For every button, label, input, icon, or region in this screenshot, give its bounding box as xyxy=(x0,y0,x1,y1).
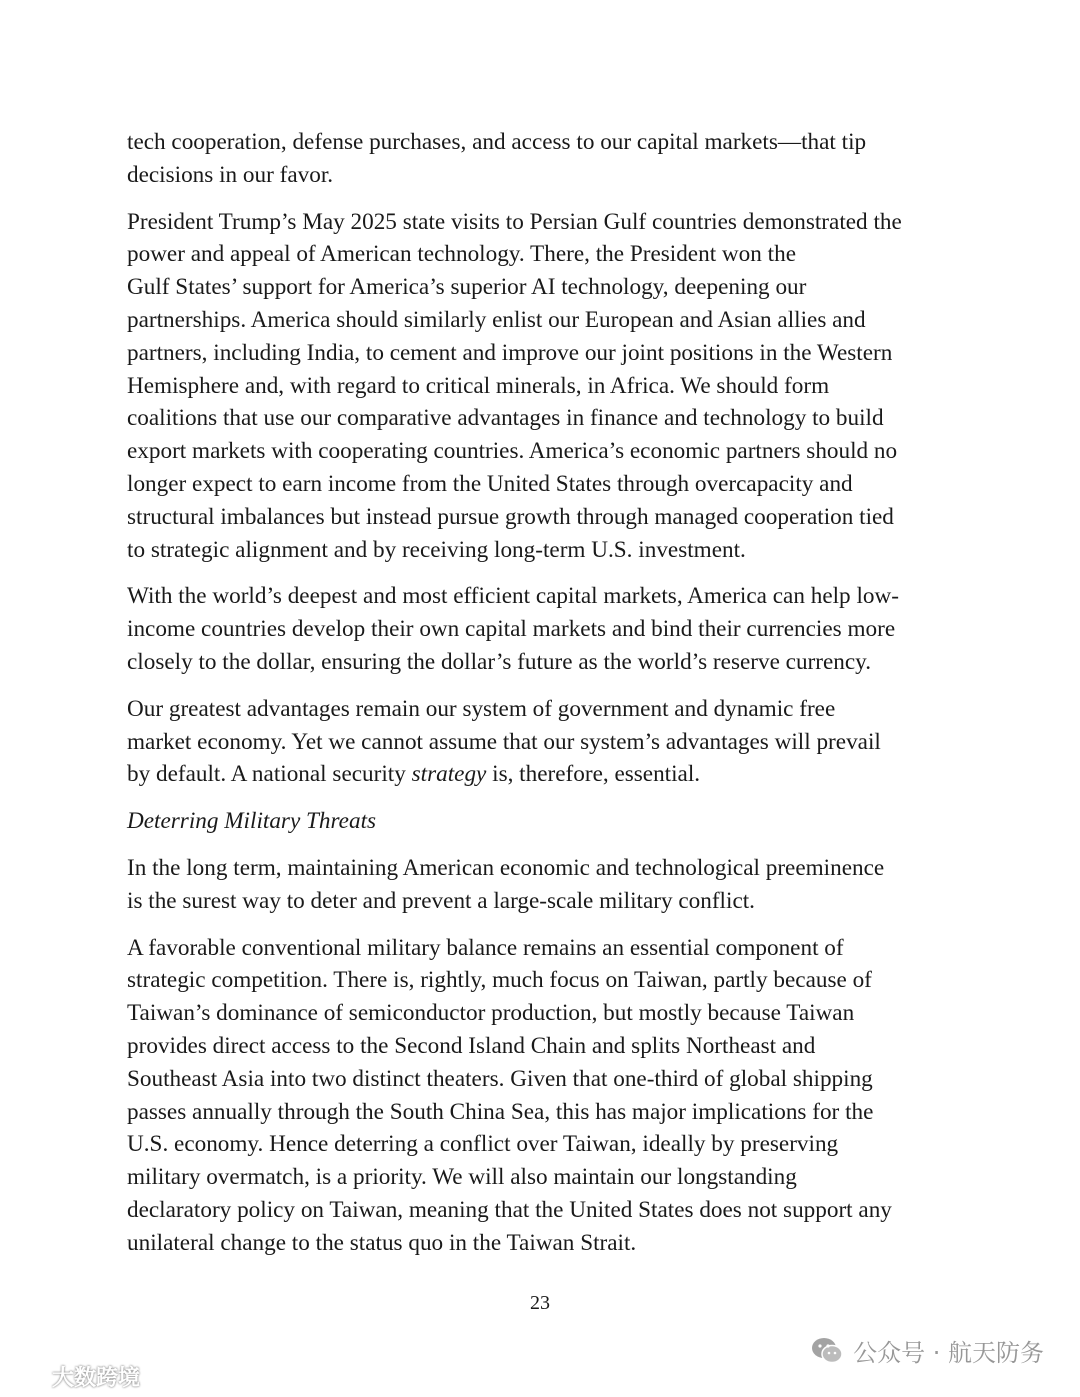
paragraph-4-text-before: Our greatest advantages remain our system of government and dynamic free market economy. Yet we cannot assume that our system’s advantages will prevail by default. A national security xyxy=(127,695,881,788)
paragraph-4 xyxy=(127,693,962,791)
paragraph-2: President Trump’s May 2025 state visits to Persian Gulf countries demonstrated the power and appeal of American technology. There, the President won the Gulf States’ support for America’s superior AI technology, deepening our partnerships. America should similarly enlist our European and Asian allies and partners, including India, to cement and improve our joint positions in the Western Hemisphere and, with regard to critical minerals, in Africa. We should form coalitions that use our comparative advantages in finance and technology to build export markets with cooperating countries. America’s economic partners should no longer expect to earn income from the United States through overcapacity and structural imbalances but instead pursue growth through managed cooperation tied to strategic alignment and by receiving long-term U.S. investment. xyxy=(127,208,902,563)
paragraph-1: tech cooperation, defense purchases, and access to our capital markets—that tip decisions in our favor. xyxy=(127,129,867,188)
paragraph-3: With the world’s deepest and most efficient capital markets, America can help low- income countries develop their own capital markets and bind their currencies more closely to the dollar, ensuring the dollar’s future as the world’s reserve currency. xyxy=(127,583,899,675)
paragraph-6: A favorable conventional military balance remains an essential component of strategic competition. There is, rightly, much focus on Taiwan, partly because of Taiwan’s dominance of semiconductor production, but mostly because Taiwan provides direct access to the Second Island Chain and splits Northeast and Southeast Asia into two distinct theaters. Given that one-third of global shipping passes annually through the South China Sea, this has major implications for the U.S. economy. Hence deterring a conflict over Taiwan, ideally by preserving military overmatch, is a priority. We will also maintain our longstanding declaratory policy on Taiwan, meaning that the United States does not support any unilateral change to the status quo in the Taiwan Strait. xyxy=(127,934,892,1256)
watermark-wechat xyxy=(811,1333,1044,1368)
document-body xyxy=(127,126,962,1274)
watermark-brand-text: 大数跨境 xyxy=(52,1366,141,1391)
brand-logo-icon xyxy=(4,1365,48,1389)
wechat-icon xyxy=(811,1337,843,1365)
paragraph-5: In the long term, maintaining American economic and technological preeminence is the surest way to deter and prevent a large-scale military conflict. xyxy=(127,854,885,914)
watermark-wechat-text: 公众号 · 航天防务 xyxy=(853,1339,1044,1367)
page-number: 23 xyxy=(530,1292,550,1314)
section-heading: Deterring Military Threats xyxy=(127,808,377,835)
watermark-brand xyxy=(4,1361,140,1392)
paragraph-4-emphasis: strategy xyxy=(411,761,487,788)
paragraph-4-text-after: is, therefore, essential. xyxy=(486,761,701,788)
